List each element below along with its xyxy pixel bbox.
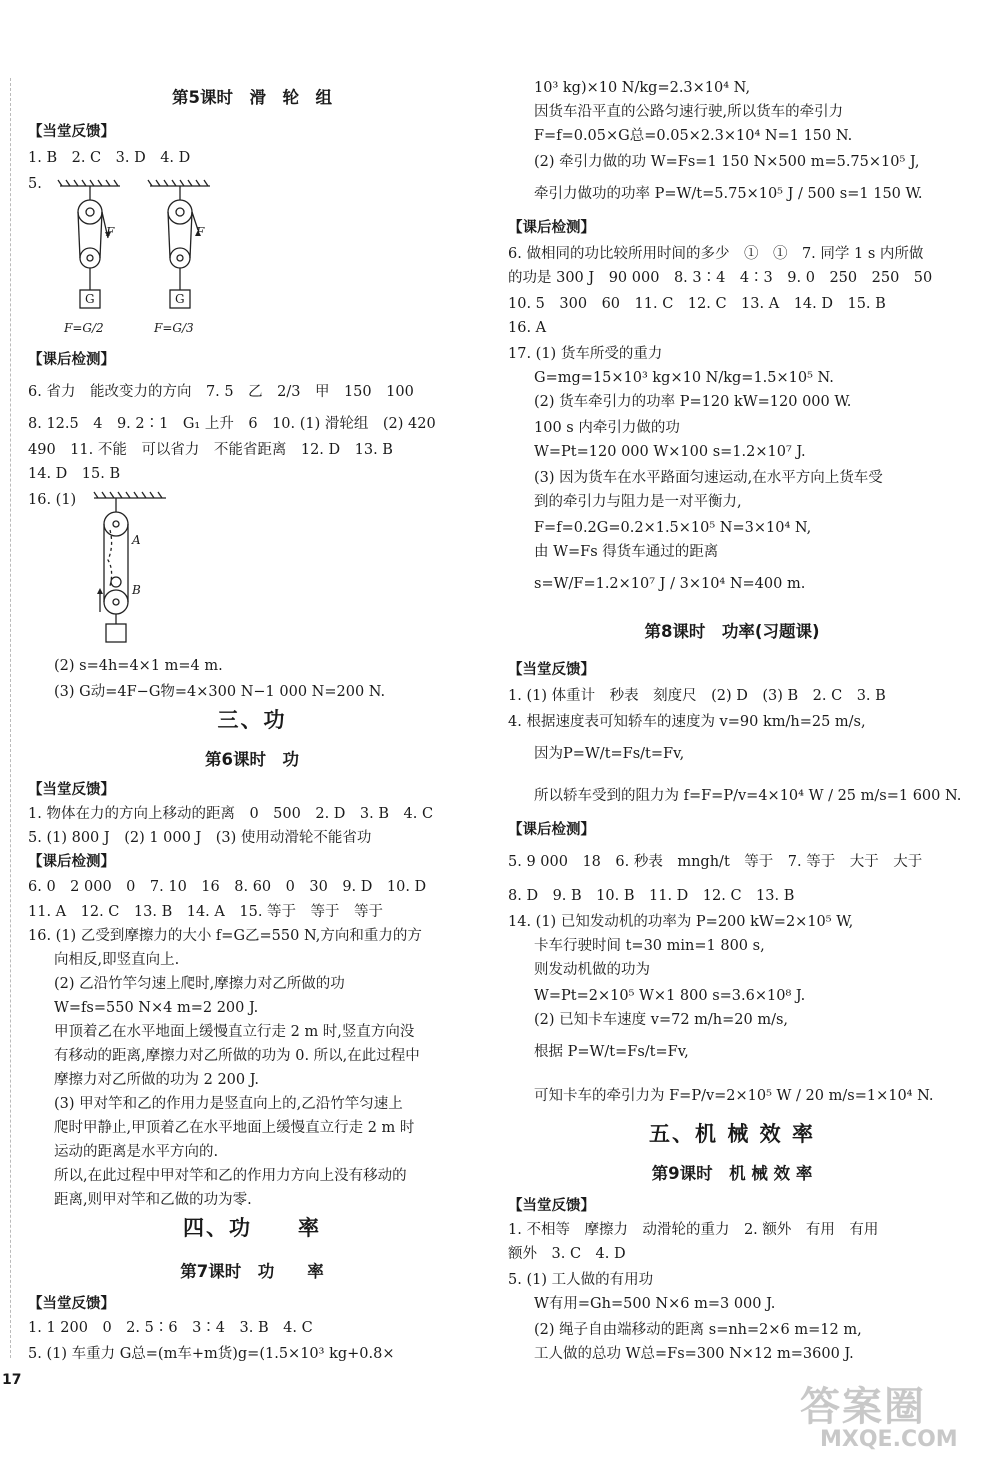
watermark-url: MXQE.COM	[820, 1427, 958, 1452]
answer-line: 4. 根据速度表可知轿车的速度为 v=90 km/h=25 m/s,	[508, 714, 866, 730]
chapter-4-title: 四、功 率	[183, 1216, 321, 1240]
answer-line: 所以轿车受到的阻力为 f=F=P/v=4×10⁴ W / 25 m/s=1 600 N.	[534, 788, 962, 804]
answer-line: 甲顶着乙在水平地面上缓慢直立行走 2 m 时,竖直方向没	[54, 1024, 415, 1040]
answer-line: 因为P=W/t=Fs/t=Fv,	[534, 746, 685, 762]
answer-line: G=mg=15×10³ kg×10 N/kg=1.5×10⁵ N.	[534, 370, 834, 386]
answer-line: 11. A 12. C 13. B 14. A 15. 等于 等于 等于	[28, 904, 384, 920]
section-in-class-feedback: 【当堂反馈】	[508, 662, 595, 678]
answer-line: 8. 12.5 4 9. 2∶1 G₁ 上升 6 10. (1) 滑轮组 (2) 420	[28, 416, 436, 432]
answer-line: F=f=0.2G=0.2×1.5×10⁵ N=3×10⁴ N,	[534, 520, 812, 536]
answer-line: 16. A	[508, 320, 547, 336]
answer-line: 10. 5 300 60 11. C 12. C 13. A 14. D 15. B	[508, 296, 886, 312]
answer-line: 17. (1) 货车所受的重力	[508, 346, 663, 362]
answer-line: 1. 物体在力的方向上移动的距离 0 500 2. D 3. B 4. C	[28, 806, 434, 822]
answer-line: F=f=0.05×G总=0.05×2.3×10⁴ N=1 150 N.	[534, 128, 853, 144]
answer-line: 1. 不相等 摩擦力 动滑轮的重力 2. 额外 有用 有用	[508, 1222, 879, 1238]
answer-line: 14. D 15. B	[28, 466, 121, 482]
answer-line: 14. (1) 已知发动机的功率为 P=200 kW=2×10⁵ W,	[508, 914, 854, 930]
answer-line: (2) 已知卡车速度 v=72 m/h=20 m/s,	[534, 1012, 789, 1028]
answer-line: 6. 做相同的功比较所用时间的多少 ① ① 7. 同学 1 s 内所做	[508, 246, 924, 262]
answer-line: 5.	[28, 176, 42, 192]
weight-label: G	[85, 292, 95, 306]
answer-line: 5. (1) 车重力 G总=(m车+m货)g=(1.5×10³ kg+0.8×	[28, 1346, 395, 1362]
answer-line: (2) 乙沿竹竿匀速上爬时,摩擦力对乙所做的功	[54, 976, 345, 992]
section-after-class-check: 【课后检测】	[508, 220, 595, 236]
section-in-class-feedback: 【当堂反馈】	[28, 124, 115, 140]
figure-caption: F=G/2	[64, 321, 104, 335]
answer-line: 的功是 300 J 90 000 8. 3∶4 4∶3 9. 0 250 250 50	[508, 270, 933, 286]
weight-label: G	[175, 292, 185, 306]
force-label: F	[196, 225, 205, 239]
answer-line: 8. D 9. B 10. B 11. D 12. C 13. B	[508, 888, 795, 904]
section-after-class-check: 【课后检测】	[508, 822, 595, 838]
point-label-b: B	[132, 583, 141, 597]
lesson-9-title: 第9课时 机 械 效 率	[651, 1164, 813, 1183]
pulley-diagram-q16	[90, 490, 170, 646]
answer-line: 1. B 2. C 3. D 4. D	[28, 150, 191, 166]
figure-caption: F=G/3	[154, 321, 194, 335]
section-after-class-check: 【课后检测】	[28, 854, 115, 870]
answer-line: 490 11. 不能 可以省力 不能省距离 12. D 13. B	[28, 442, 393, 458]
answer-line: W有用=Gh=500 N×6 m=3 000 J.	[534, 1296, 776, 1312]
answer-line: 距离,则甲对竿和乙做的功为零.	[54, 1192, 252, 1208]
answer-line: 到的牵引力与阻力是一对平衡力,	[534, 494, 742, 510]
answer-line: 工人做的总功 W总=Fs=300 N×12 m=3600 J.	[534, 1346, 854, 1362]
watermark-logo	[800, 1385, 958, 1451]
answer-line: (3) G动=4F−G物=4×300 N−1 000 N=200 N.	[54, 684, 386, 700]
answer-line: 因货车沿平直的公路匀速行驶,所以货车的牵引力	[534, 104, 844, 120]
answer-line: (3) 甲对竿和乙的作用力是竖直向上的,乙沿竹竿匀速上	[54, 1096, 403, 1112]
answer-line: 根据 P=W/t=Fs/t=Fv,	[534, 1044, 689, 1060]
section-after-class-check: 【课后检测】	[28, 352, 115, 368]
answer-line: W=fs=550 N×4 m=2 200 J.	[54, 1000, 259, 1016]
answer-line: 5. (1) 800 J (2) 1 000 J (3) 使用动滑轮不能省功	[28, 830, 372, 846]
answer-line: 所以,在此过程中甲对竿和乙的作用力方向上没有移动的	[54, 1168, 407, 1184]
answer-line: (3) 因为货车在水平路面匀速运动,在水平方向上货车受	[534, 470, 883, 486]
answer-line: 1. 1 200 0 2. 5∶6 3∶4 3. B 4. C	[28, 1320, 313, 1336]
answer-line: (2) 货车牵引力的功率 P=120 kW=120 000 W.	[534, 394, 852, 410]
page-number: 17	[2, 1372, 22, 1388]
answer-line: 6. 省力 能改变力的方向 7. 5 乙 2/3 甲 150 100	[28, 384, 414, 400]
answer-line: (2) s=4h=4×1 m=4 m.	[54, 658, 223, 674]
answer-line: W=Pt=2×10⁵ W×1 800 s=3.6×10⁸ J.	[534, 988, 806, 1004]
answer-line: 5. 9 000 18 6. 秒表 mngh/t 等于 7. 等于 大于 大于	[508, 854, 923, 870]
chapter-5-title: 五、机 械 效 率	[649, 1122, 815, 1146]
chapter-3-title: 三、功	[217, 708, 287, 732]
answer-line: W=Pt=120 000 W×100 s=1.2×10⁷ J.	[534, 444, 806, 460]
answer-line: 5. (1) 工人做的有用功	[508, 1272, 654, 1288]
answer-line: 可知卡车的牵引力为 F=P/v=2×10⁵ W / 20 m/s=1×10⁴ N.	[534, 1088, 934, 1104]
answer-line: (2) 绳子自由端移动的距离 s=nh=2×6 m=12 m,	[534, 1322, 862, 1338]
answer-line: 向相反,即竖直向上.	[54, 952, 180, 968]
watermark-text: 答案圈	[800, 1384, 926, 1430]
lesson-7-title: 第7课时 功 率	[180, 1262, 324, 1281]
section-in-class-feedback: 【当堂反馈】	[508, 1198, 595, 1214]
lesson-8-title: 第8课时 功率(习题课)	[644, 622, 820, 641]
arrow-up-icon	[97, 588, 103, 594]
answer-line: 16. (1)	[28, 492, 77, 508]
section-in-class-feedback: 【当堂反馈】	[28, 1296, 115, 1312]
answer-line: 10³ kg)×10 N/kg=2.3×10⁴ N,	[534, 80, 751, 96]
lesson-5-title: 第5课时 滑 轮 组	[172, 88, 332, 107]
answer-line: (2) 牵引力做的功 W=Fs=1 150 N×500 m=5.75×10⁵ J,	[534, 154, 920, 170]
answer-line: 100 s 内牵引力做的功	[534, 420, 680, 436]
answer-line: 16. (1) 乙受到摩擦力的大小 f=G乙=550 N,方向和重力的方	[28, 928, 422, 944]
point-label-a: A	[132, 533, 141, 547]
answer-line: 有移动的距离,摩擦力对乙所做的功为 0. 所以,在此过程中	[54, 1048, 420, 1064]
answer-line: 6. 0 2 000 0 7. 10 16 8. 60 0 30 9. D 10. D	[28, 879, 427, 895]
answer-line: 爬时甲静止,甲顶着乙在水平地面上缓慢直立行走 2 m 时	[54, 1120, 415, 1136]
answer-line: 牵引力做功的功率 P=W/t=5.75×10⁵ J / 500 s=1 150 W.	[534, 186, 923, 202]
answer-line: 额外 3. C 4. D	[508, 1246, 626, 1262]
column-divider	[10, 78, 11, 1358]
answer-line: s=W/F=1.2×10⁷ J / 3×10⁴ N=400 m.	[534, 576, 806, 592]
answer-line: 运动的距离是水平方向的.	[54, 1144, 219, 1160]
force-label: F	[106, 225, 115, 239]
answer-line: 由 W=Fs 得货车通过的距离	[534, 544, 719, 560]
answer-line: 卡车行驶时间 t=30 min=1 800 s,	[534, 938, 765, 954]
answer-line: 1. (1) 体重计 秒表 刻度尺 (2) D (3) B 2. C 3. B	[508, 688, 886, 704]
answer-line: 则发动机做的功为	[534, 962, 650, 978]
section-in-class-feedback: 【当堂反馈】	[28, 782, 115, 798]
lesson-6-title: 第6课时 功	[205, 750, 299, 769]
answer-line: 摩擦力对乙所做的功为 2 200 J.	[54, 1072, 260, 1088]
